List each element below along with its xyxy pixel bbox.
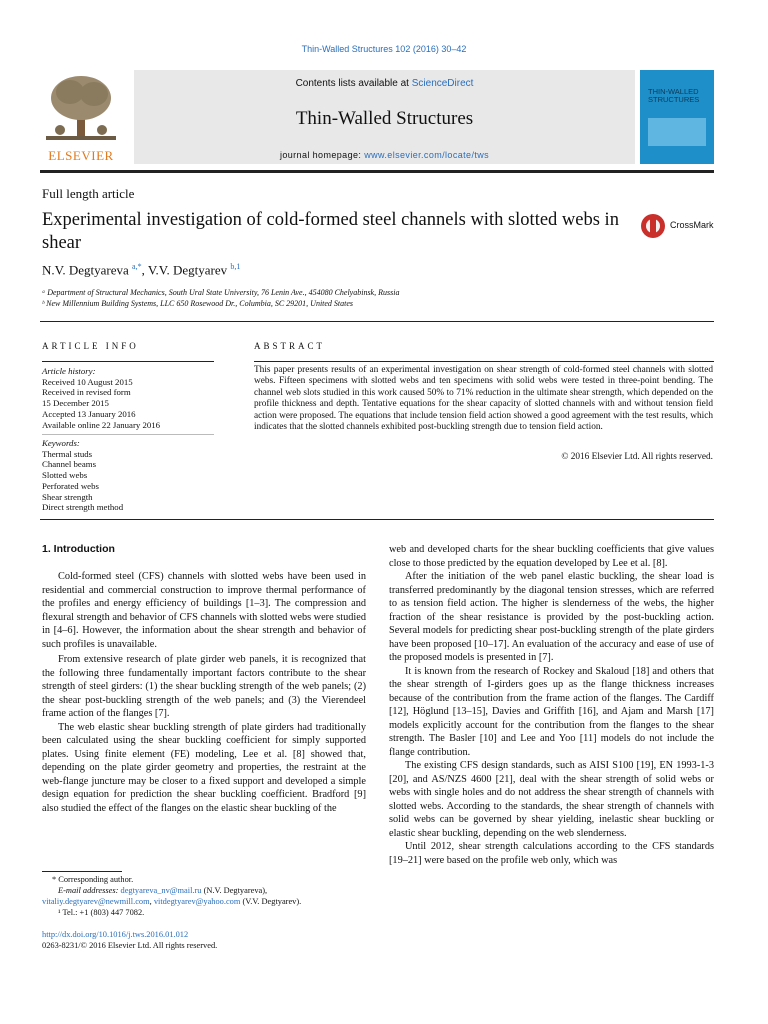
article-history	[42, 366, 214, 430]
article-title: Experimental investigation of cold-formed steel channels with slotted webs in shear	[42, 210, 619, 253]
journal-citation[interactable]: Thin-Walled Structures 102 (2016) 30–42	[301, 44, 467, 54]
email-link[interactable]: vitaliy.degtyarev@newmill.com	[42, 897, 150, 906]
article-info-heading: ARTICLE INFO	[42, 341, 139, 351]
email-label: E-mail addresses:	[58, 886, 121, 895]
keywords-divider	[42, 434, 214, 435]
affiliation-a: ᵃ Department of Structural Mechanics, South Ural State University, 76 Lenin Ave., 454080 Chelyabinsk, Russia	[42, 288, 400, 297]
body-right-column	[389, 543, 714, 867]
email-owner: (V.V. Degtyarev).	[240, 897, 302, 906]
author-affiliation-marker[interactable]: a,*	[132, 262, 142, 271]
doi-link[interactable]: http://dx.doi.org/10.1016/j.tws.2016.01.012	[42, 930, 189, 939]
body-paragraph: It is known from the research of Rockey and Skaloud [18] and others that the shear strength of I-girders goes up as the flange thickness increases because of the contribution from the frame action of the flanges. The Cardiff [12], Höglund [13–15], Davies and Griffith [16], and Ajam and Marsh [17] models explicitly account for the contribution from the flanges to the shear strength. The Basler [10] and Lee and Yoo [11] models do not include the flange contribution.	[389, 665, 714, 758]
affiliation-divider	[40, 321, 714, 322]
history-item: Received 10 August 2015	[42, 376, 133, 387]
issn-copyright: 0263-8231/© 2016 Elsevier Ltd. All rights reserved.	[42, 941, 218, 950]
footnote-divider	[42, 871, 122, 872]
telephone-note: ¹ Tel.: +1 (803) 447 7082.	[58, 908, 145, 917]
body-paragraph: After the initiation of the web panel elastic buckling, the shear load is transferred predominantly by the diagonal tension stresses, which are referred to as tension field action. The higher is slenderness of the webs, the higher fraction of the shear resistance is provided by the post-buckling action. Several models for predicting shear post-buckling strength of the plate girders have been proposed [10–17]. An evaluation of the accuracy and ease of use of the proposed models is presented in [7].	[389, 571, 714, 663]
body-paragraph: The web elastic shear buckling strength of plate girders had traditionally been calculated using the shear buckling coefficient for simply supported plates. Using finite element (FE) modeling, Lee et al. [8] showed that, depending on the plate girder geometry and properties, the restraint at the web-flange juncture may be closer to a fixed support and developed a simple design equation for prediction the shear buckling coefficient. Bradford [9] also studied the effect of the flanges on the elastic shear buckling of the	[42, 721, 366, 814]
article-info-divider	[42, 361, 214, 362]
author-name: N.V. Degtyareva	[42, 262, 129, 278]
sciencedirect-link[interactable]: ScienceDirect	[411, 78, 474, 89]
history-item: Received in revised form	[42, 387, 131, 398]
body-paragraph: Until 2012, shear strength calculations according to the CFS standards [19–21] were based on the profile web only, which was	[389, 841, 714, 866]
cover-title: THIN-WALLED STRUCTURES	[648, 87, 700, 104]
author-list	[42, 262, 240, 278]
crossmark-icon	[640, 213, 666, 239]
history-label: Article history:	[42, 366, 96, 376]
contents-prefix: Contents lists available at	[295, 78, 412, 89]
journal-cover-thumbnail[interactable]	[640, 70, 714, 164]
keyword-item: Thermal studs	[42, 448, 93, 459]
keyword-item: Channel beams	[42, 459, 96, 470]
section-heading-introduction: 1. Introduction	[42, 543, 115, 555]
keywords	[42, 438, 214, 513]
crossmark-badge[interactable]	[640, 212, 714, 240]
keyword-item: Direct strength method	[42, 502, 124, 513]
abstract-copyright: © 2016 Elsevier Ltd. All rights reserved.	[561, 452, 713, 462]
keyword-item: Perforated webs	[42, 480, 99, 491]
body-left-column	[42, 570, 366, 815]
abstract-divider	[254, 361, 714, 362]
homepage-link[interactable]: www.elsevier.com/locate/tws	[364, 150, 490, 160]
elsevier-logo	[40, 72, 122, 164]
cover-graphic	[648, 118, 706, 146]
abstract-bottom-divider	[40, 519, 714, 520]
contents-availability	[134, 78, 635, 89]
email-owner: (N.V. Degtyareva),	[201, 886, 268, 895]
elsevier-wordmark: ELSEVIER	[48, 148, 114, 163]
email-line	[58, 886, 267, 897]
author-separator: ,	[141, 262, 148, 278]
tree-logo-icon	[40, 72, 122, 146]
journal-homepage	[134, 150, 635, 160]
body-paragraph: The existing CFS design standards, such as AISI S100 [19], EN 1993-1-3 [20], and AS/NZS 4600 [21], deal with the shear strength of solid webs or webs with single holes and do not address the shear strength of channels with slotted webs. According to the standards, the shear strength of channels with solid webs can be governed by shear yielding, inelastic shear buckling or elastic shear buckling, depending on the web slenderness.	[389, 760, 714, 839]
homepage-prefix: journal homepage:	[279, 150, 365, 160]
abstract-heading: ABSTRACT	[254, 341, 326, 351]
keyword-item: Slotted webs	[42, 470, 88, 481]
abstract-text: This paper presents results of an experimental investigation on shear strength of cold-formed steel channels with slotted webs. Fifteen specimens with slotted webs and ten specimens with solid webs were tested in three-point bending. The channel web slots studied in this work caused 50% to 71% reduction in the ultimate shear strength, which depended on the profile thickness and depth. Tentative equations for the shear capacity of slotted channels with and without tension field action were proposed. The equations that include tension field action showed a good agreement with the test results, which indicates that the slotted channels exhibited post-buckling strength due to tension field action.	[254, 365, 713, 433]
history-item: Accepted 13 January 2016	[42, 408, 136, 419]
body-paragraph: web and developed charts for the shear buckling coefficients that give values close to those predicted by the equation developed by Lee et al. [8].	[389, 544, 714, 569]
author-name: V.V. Degtyarev	[147, 262, 228, 278]
affiliation-b: ᵇ New Millennium Building Systems, LLC 650 Rosewood Dr., Columbia, SC 29201, United States	[42, 299, 354, 308]
body-paragraph: Cold-formed steel (CFS) channels with slotted webs have been used in residential and commercial construction to improve thermal performance of the profiles and energy efficiency of buildings [1–3]. The compression and flexural strength and behavior of CFS channels with slotted webs were studied in [4–6]. However, the information about the shear strength and behavior of such profiles is unavailable.	[42, 571, 366, 650]
journal-title: Thin-Walled Structures	[295, 108, 474, 129]
email-link[interactable]: vitdegtyarev@yahoo.com	[153, 897, 241, 906]
article-type: Full length article	[42, 186, 135, 201]
body-paragraph: From extensive research of plate girder web panels, it is recognized that the following three fundamentally important factors contribute to the shear strength of steel girders: (1) the shear buckling strength of the web panels; (2) the shear post-buckling strength of the web panels; and (3) the Vierendeel frame action of the flanges [7].	[42, 654, 366, 719]
email-separator: ,	[149, 897, 154, 906]
journal-masthead	[134, 70, 635, 164]
history-item: 15 December 2015	[42, 398, 109, 409]
email-link[interactable]: degtyareva_nv@mail.ru	[120, 886, 202, 895]
keywords-label: Keywords:	[42, 438, 80, 448]
crossmark-label: CrossMark	[670, 220, 714, 230]
email-line-2	[42, 897, 301, 908]
corresponding-author-note: * Corresponding author.	[52, 875, 134, 884]
keyword-item: Shear strength	[42, 491, 93, 502]
author-affiliation-marker[interactable]: b,1	[230, 262, 241, 271]
history-item: Available online 22 January 2016	[42, 419, 161, 430]
header-divider	[40, 170, 714, 173]
